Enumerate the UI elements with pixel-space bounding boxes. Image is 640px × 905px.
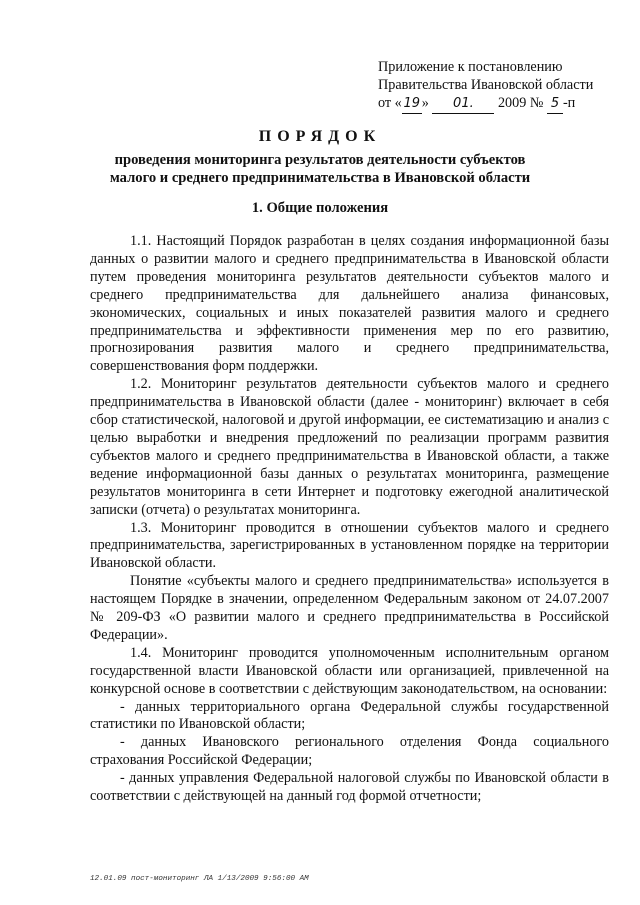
appendix-block [378, 58, 618, 114]
paragraph-1-3: 1.3. Мониторинг проводится в отношении субъектов малого и среднего предпринимательства, зарегистрированных в установленном порядке на территории Ивановской области. [90, 519, 609, 572]
bullet-item: - данных территориального органа Федеральной службы государственной статистики по Ивановской области; [90, 698, 609, 733]
footer-file-stamp: 12.01.09 пост-мониторинг ЛА 1/13/2009 9:56:00 AM [90, 875, 309, 883]
year: 2009 [497, 95, 527, 111]
handwritten-number: 5 [547, 95, 563, 114]
number-sign: № [529, 95, 544, 111]
appendix-line-2: Правительства Ивановской области [378, 77, 594, 93]
paragraph-definition: Понятие «субъекты малого и среднего предпринимательства» используется в настоящем Порядке в значении, определенном Федеральным законом от 24.07.2007 № 209-ФЗ «О развитии малого и среднего предпринимательства в Российской Федерации». [90, 573, 609, 643]
number-suffix: -п [562, 95, 576, 111]
handwritten-day: 19 [402, 95, 422, 114]
handwritten-month: 01. [432, 95, 494, 114]
bullet-item: - данных управления Федеральной налоговой службы по Ивановской области в соответствии с действующей на данный год формой отчетности; [90, 770, 609, 805]
appendix-line-1: Приложение к постановлению [378, 59, 563, 75]
paragraph-1-2: 1.2. Мониторинг результатов деятельности субъектов малого и среднего предпринимательства в Ивановской области (далее - мониторинг) включает в себя сбор статистической, налоговой и другой информации, ее систематизацию и анализ с целью выработки и внедрения предложений по реализации программ развития субъектов малого и среднего предпринимательства в Ивановской области, а также ведение информационной базы данных о результатах мониторинга, размещение результатов мониторинга в сети Интернет и подготовку ежегодной аналитической записки (отчета) о результатах мониторинга. [90, 376, 609, 518]
paragraph-1-4: 1.4. Мониторинг проводится уполномоченным исполнительным органом государственной власти Ивановской области или организацией, привлеченной на конкурсной основе в соответствии с действующим законодательством, на основании: [90, 644, 609, 697]
appendix-date-line [378, 94, 618, 114]
date-close: » [421, 95, 429, 111]
paragraph-1-1: 1.1. Настоящий Порядок разработан в целях создания информационной базы данных о развитии малого и среднего предпринимательства в Ивановской области путем проведения мониторинга результатов деятельности субъектов малого и среднего предпринимательства для дальнейшего анализа финансовых, экономических, социальных и иных показателей развития малого и среднего предпринимательства и эффективности применения мер по его развитию, прогнозирования развития малого и среднего предпринимательства, совершенствования форм поддержки. [90, 233, 609, 375]
date-prefix: от « [378, 95, 402, 111]
document-subtitle: проведения мониторинга результатов деятельности субъектов малого и среднего предпринимательства в Ивановской области [109, 152, 531, 186]
section-heading: 1. Общие положения [251, 200, 389, 216]
document-body [90, 233, 609, 806]
document-title: ПОРЯДОК [258, 128, 382, 145]
bullet-item: - данных Ивановского регионального отделения Фонда социального страхования Российской Федерации; [90, 734, 609, 769]
